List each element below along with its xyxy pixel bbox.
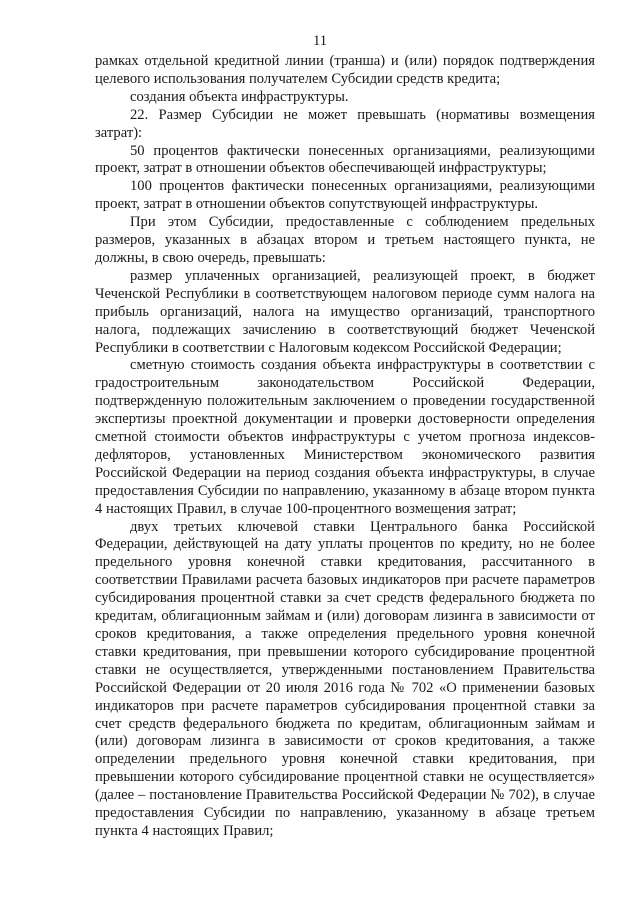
- paragraph-5: 100 процентов фактически понесенных организациями, реализующими проект, затрат в отношении объектов сопутствующей инфраструктуры.: [95, 178, 595, 213]
- paragraph-6: При этом Субсидии, предоставленные с соблюдением предельных размеров, указанных в абзацах втором и третьем настоящего пункта, не должны, в свою очередь, превышать:: [95, 214, 595, 266]
- paragraph-4: 50 процентов фактически понесенных организациями, реализующими проект, затрат в отношении объектов обеспечивающей инфраструктуры;: [95, 142, 595, 177]
- paragraph-9: двух третьих ключевой ставки Центрального банка Российской Федерации, действующей на дату уплаты процентов по кредиту, но не более предельного уровня конечной ставки кредитования, рассчитанного в соответствии Правилами расчета базовых индикаторов при расчете параметров субсидирования процентной ставки за счет средств федерального бюджета по кредитам, облигационным займам и (или) договорам лизинга в зависимости от сроков кредитования, а также определения предельного уровня конечной ставки кредитования, при превышении которого субсидирование процентной ставки не осуществляется, утвержденными постановлением Правительства Российской Федерации от 20 июля 2016 года № 702 «О применении базовых индикаторов при расчете параметров субсидирования процентной ставки за счет средств федерального бюджета по кредитам, облигационным займам и (или) договорам лизинга в зависимости от сроков кредитования, а также определении предельного уровня конечной ставки кредитования, при превышении которого субсидирование процентной ставки не осуществляется» (далее – постановление Правительства Российской Федерации № 702), в случае предоставления Субсидии по направлению, указанному в абзаце третьем пункта 4 настоящих Правил;: [95, 518, 595, 839]
- paragraph-1: рамках отдельной кредитной линии (транша) и (или) порядок подтверждения целевого использования получателем Субсидии средств кредита;: [95, 53, 595, 87]
- paragraph-2: создания объекта инфраструктуры.: [130, 88, 349, 105]
- page-number: 11: [312, 33, 328, 49]
- paragraph-3: 22. Размер Субсидии не может превышать (нормативы возмещения затрат):: [95, 106, 595, 141]
- document-body: [95, 53, 595, 841]
- paragraph-8: сметную стоимость создания объекта инфраструктуры в соответствии с градостроительным законодательством Российской Федерации, подтвержденную положительным заключением о проведении государственной экспертизы проектной документации и проверки достоверности определения сметной стоимости объектов инфраструктуры с учетом прогноза индексов-дефляторов, установленных Министерством экономического развития Российской Федерации на период создания объекта инфраструктуры, в случае предоставления Субсидии по направлению, указанному в абзаце втором пункта 4 настоящих Правил, в случае 100-процентного возмещения затрат;: [95, 357, 595, 517]
- paragraph-7: размер уплаченных организацией, реализующей проект, в бюджет Чеченской Республики в соответствующем налоговом периоде сумм налога на прибыль организаций, налога на имущество организаций, транспортного налога, подлежащих зачислению в соответствующий бюджет Чеченской Республики в соответствии с Налоговым кодексом Российской Федерации;: [95, 267, 595, 356]
